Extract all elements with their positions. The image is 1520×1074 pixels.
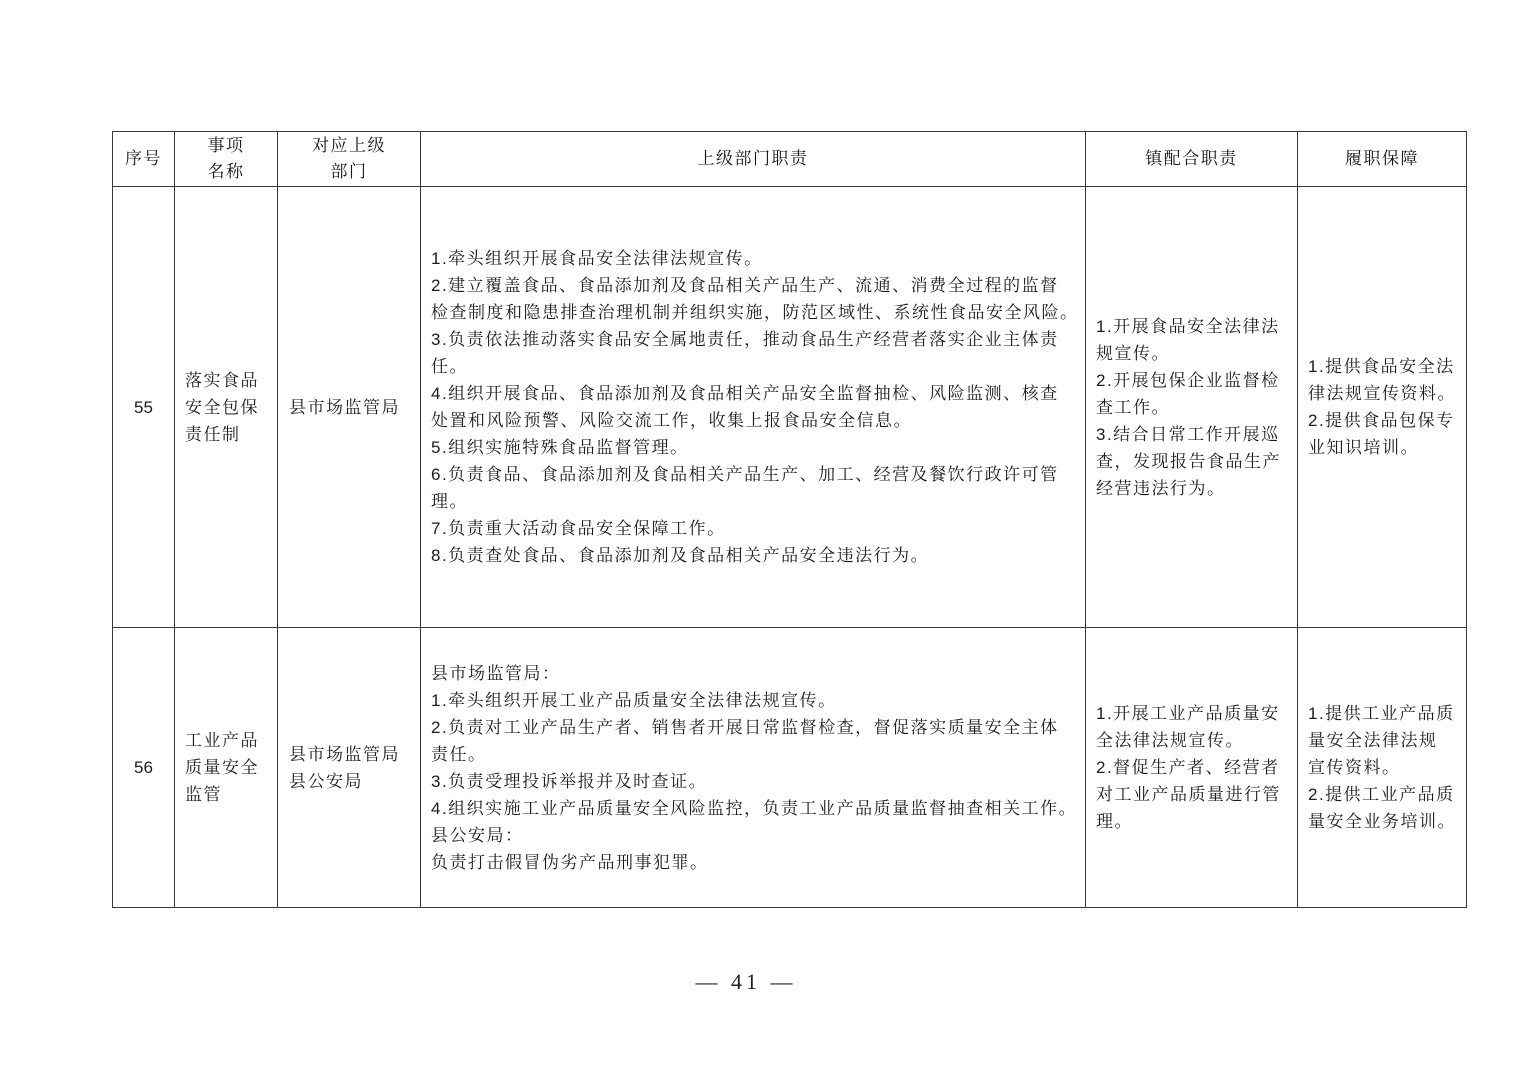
- seq-cell: 56: [113, 628, 175, 908]
- table-header-row: [113, 132, 1467, 187]
- duty-section-label: 县公安局：: [431, 825, 524, 845]
- town-duty-item: 2.督促生产者、经营者 对工业产品质量进行管 理。: [1096, 758, 1281, 831]
- town-duty-item: 3.结合日常工作开展巡 查，发现报告食品生产 经营违法行为。: [1096, 424, 1281, 498]
- duty-item: 4.组织开展食品、食品添加剂及食品相关产品安全监督抽检、风险监测、核查 处置和风险预警、风险交流工作，收集上报食品安全信息。: [431, 384, 1059, 430]
- dept-cell: [278, 187, 421, 628]
- guarantee-item: 2.提供食品包保专 业知识培训。: [1308, 411, 1455, 457]
- town-duty-item: 1.开展工业产品质量安 全法律法规宣传。: [1096, 704, 1280, 750]
- seq-cell: 55: [113, 187, 175, 628]
- town-duty-item: 1.开展食品安全法律法 规宣传。: [1096, 316, 1280, 363]
- duty-item: 2.建立覆盖食品、食品添加剂及食品相关产品生产、流通、消费全过程的监督 检查制度和隐患排查治理机制并组织实施，防范区域性、系统性食品安全风险。: [431, 276, 1079, 322]
- header-dept: 对应上级部门: [278, 132, 421, 187]
- guarantee-item: 1.提供工业产品质 量安全法律法规 宣传资料。: [1308, 704, 1455, 777]
- duty-table: [112, 131, 1467, 908]
- duty-item: 4.组织实施工业产品质量安全风险监控，负责工业产品质量监督抽查相关工作。: [431, 798, 1078, 818]
- duty-item: 负责打击假冒伪劣产品刑事犯罪。: [431, 852, 709, 872]
- header-guarantee: 履职保障: [1298, 132, 1467, 187]
- dept-name: 县市场监管局: [289, 397, 400, 417]
- dept-name: 县市场监管局: [289, 744, 400, 764]
- dept-name: 县公安局: [289, 771, 363, 791]
- duty-item: 7.负责重大活动食品安全保障工作。: [431, 519, 726, 538]
- item-name-cell: 工业产品质量安全监管: [175, 628, 278, 908]
- duty-item: 2.负责对工业产品生产者、销售者开展日常监督检查，督促落实质量安全主体 责任。: [431, 717, 1059, 764]
- town-duties-cell: [1086, 628, 1298, 908]
- item-name-cell: 落实食品安全包保责任制: [175, 187, 278, 628]
- header-town-duties: 镇配合职责: [1086, 132, 1298, 187]
- upper-duties-cell: [421, 628, 1086, 908]
- header-upper-duties: 上级部门职责: [421, 132, 1086, 187]
- town-duty-item: 2.开展包保企业监督检 查工作。: [1096, 370, 1280, 417]
- dept-cell: [278, 628, 421, 908]
- upper-duties-cell: [421, 187, 1086, 628]
- duty-item: 1.牵头组织开展食品安全法律法规宣传。: [431, 249, 763, 268]
- table-row: [113, 187, 1467, 628]
- table-row: [113, 628, 1467, 908]
- duty-item: 6.负责食品、食品添加剂及食品相关产品生产、加工、经营及餐饮行政许可管 理。: [431, 465, 1059, 511]
- guarantee-cell: [1298, 187, 1467, 628]
- guarantee-item: 2.提供工业产品质 量安全业务培训。: [1308, 785, 1456, 831]
- duty-item: 1.牵头组织开展工业产品质量安全法律法规宣传。: [431, 690, 837, 710]
- page-number: — 41 —: [695, 969, 797, 994]
- duty-item: 3.负责受理投诉举报并及时查证。: [431, 771, 708, 791]
- guarantee-cell: [1298, 628, 1467, 908]
- duty-item: 3.负责依法推动落实食品安全属地责任，推动食品生产经营者落实企业主体责 任。: [431, 330, 1059, 376]
- guarantee-item: 1.提供食品安全法 律法规宣传资料。: [1308, 357, 1456, 403]
- duty-item: 8.负责查处食品、食品添加剂及食品相关产品安全违法行为。: [431, 546, 930, 565]
- header-seq: 序号: [113, 132, 175, 187]
- duty-item: 5.组织实施特殊食品监督管理。: [431, 438, 689, 457]
- header-item-name: 事项名称: [175, 132, 278, 187]
- duty-section-label: 县市场监管局：: [431, 663, 561, 683]
- town-duties-cell: [1086, 187, 1298, 628]
